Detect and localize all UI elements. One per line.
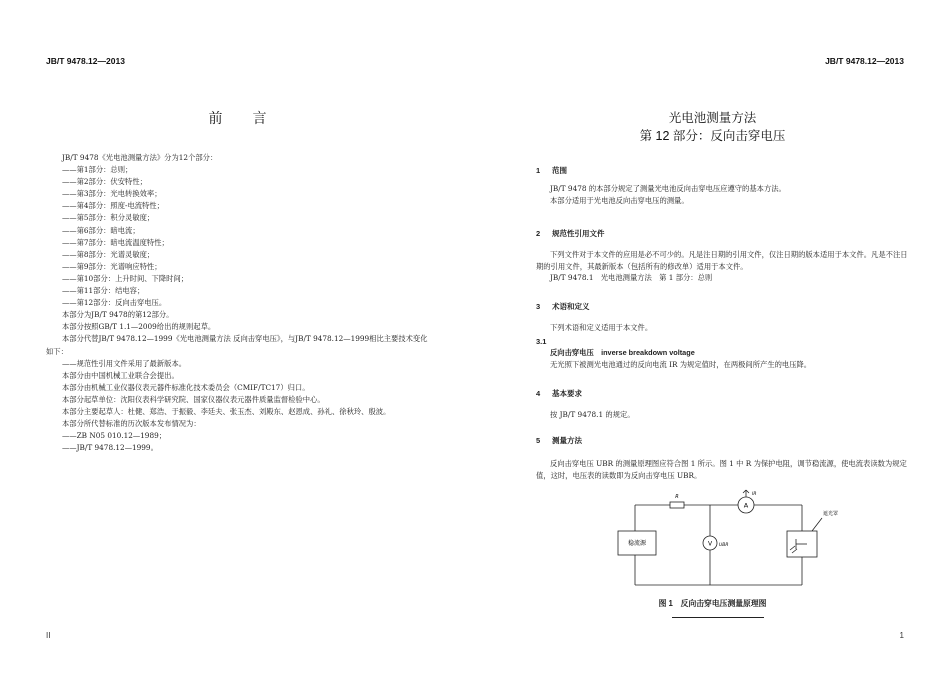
foreword-line: 本部分由中国机械工业联合会提出。 (62, 370, 179, 380)
foreword-line: ——规范性引用文件采用了最新版本。 (62, 358, 187, 368)
ammeter-letter: A (743, 501, 749, 510)
foreword-line: ——第1部分：总则； (62, 165, 133, 175)
foreword-line: ——第11部分：结电容； (62, 286, 145, 296)
foreword-title: 前言 (208, 111, 297, 127)
foreword-line: ——第8部分：光谱灵敏度； (62, 249, 155, 259)
paragraph: JB/T 9478 的本部分规定了测量光电池反向击穿电压应遵守的基本方法。 (550, 183, 786, 193)
standard-title: 光电池测量方法 (668, 111, 757, 125)
section-normative-references (536, 228, 908, 284)
foreword-line: ——第5部分：积分灵敏度； (62, 213, 155, 223)
end-line (672, 617, 764, 618)
header-standard-number: JB/T 9478.12—2013 (825, 56, 904, 66)
shield-label: 遮光罩 (823, 511, 839, 517)
foreword-line: 本部分为JB/T 9478的第12部分。 (62, 310, 174, 320)
section-terms (536, 301, 908, 371)
foreword-line: ——第6部分：暗电流； (62, 225, 140, 235)
foreword-line: ——第4部分：照度-电流特性； (62, 201, 164, 211)
header-standard-number: JB/T 9478.12—2013 (46, 56, 125, 66)
term-definition: 无光照下被测光电池通过的反向电流 IR 为规定值时，在两极间所产生的电压降。 (550, 360, 812, 370)
paragraph: 下列术语和定义适用于本文件。 (550, 322, 653, 332)
foreword-line: ——第10部分：上升时间、下降时间； (62, 273, 189, 283)
ubr-label: UBR (719, 543, 729, 548)
page-number: 1 (899, 631, 904, 640)
paragraph: 下列文件对于本文件的应用是必不可少的。凡是注日期的引用文件，仅注日期的版本适用于本文件。凡是不注日期的引用文件，其最新版本（包括所有的修改单）适用于本文件。 (536, 249, 908, 271)
resistor (670, 502, 684, 508)
reference-item: JB/T 9478.1 光电池测量方法 第 1 部分：总则 (550, 273, 713, 283)
voltmeter-letter: V (707, 540, 713, 548)
foreword-line: 本部分按照GB/T 1.1—2009给出的规则起草。 (62, 322, 216, 332)
section-basic-requirements (536, 388, 908, 421)
section-heading: 2 规范性引用文件 (536, 229, 605, 238)
section-heading: 3 术语和定义 (536, 302, 590, 311)
section-scope (536, 165, 908, 206)
foreword-line: ——第2部分：伏安特性； (62, 177, 147, 187)
foreword-line: 本部分由机械工业仪器仪表元器件标准化技术委员会（CMIF/TC17）归口。 (62, 382, 310, 392)
foreword-line: 本部分起草单位：沈阳仪表科学研究院、国家仪器仪表元器件质量监督检验中心。 (62, 394, 325, 404)
foreword-line: JB/T 9478《光电池测量方法》分为12个部分： (62, 153, 218, 162)
ir-label: IR (752, 492, 757, 497)
circuit-diagram (600, 488, 850, 593)
section-heading: 5 测量方法 (536, 436, 582, 445)
section-measurement-method (536, 435, 908, 481)
foreword-line: ——第3部分：光电转换效率； (62, 189, 162, 199)
paragraph: 按 JB/T 9478.1 的规定。 (550, 409, 635, 419)
page-number: II (46, 631, 51, 640)
foreword-line: 本部分所代替标准的历次版本发布情况为： (62, 419, 201, 429)
foreword-line: 本部分代替JB/T 9478.12—1999《光电池测量方法 反向击穿电压》，与JB/T 9478.12—1999相比主要技术变化如下： (46, 334, 428, 356)
clause-number: 3.1 (536, 336, 547, 346)
foreword-line: ——第9部分：光谱响应特性； (62, 261, 162, 271)
section-heading: 4 基本要求 (536, 389, 582, 398)
term-entry: 反向击穿电压 inverse breakdown voltage (550, 348, 695, 358)
foreword-line: ——ZB N05 010.12—1989； (62, 431, 167, 441)
paragraph: 反向击穿电压 UBR 的测量原理图应符合图 1 所示。图 1 中 R 为保护电阻，调节稳流源，使电流表读数为规定值，这时，电压表的读数即为反向击穿电压 UBR。 (536, 458, 907, 480)
resistor-label: R (675, 494, 679, 500)
standard-subtitle: 第 12 部分：反向击穿电压 (639, 129, 786, 143)
foreword-line: 本部分主要起草人：杜健、郑浩、于振毅、李廷夫、张玉杰、刘殿东、赵恩成、孙礼、徐秋玲、殷波。 (62, 406, 391, 416)
foreword-line: ——JB/T 9478.12—1999。 (62, 443, 158, 453)
foreword-body (46, 152, 431, 454)
figure-caption: 图 1 反向击穿电压测量原理图 (658, 599, 767, 608)
section-heading: 1 范围 (536, 166, 567, 175)
paragraph: 本部分适用于光电池反向击穿电压的测量。 (550, 195, 689, 205)
source-label: 稳流源 (627, 540, 647, 547)
foreword-line: ——第12部分：反向击穿电压。 (62, 298, 167, 308)
foreword-line: ——第7部分：暗电流温度特性； (62, 237, 169, 247)
